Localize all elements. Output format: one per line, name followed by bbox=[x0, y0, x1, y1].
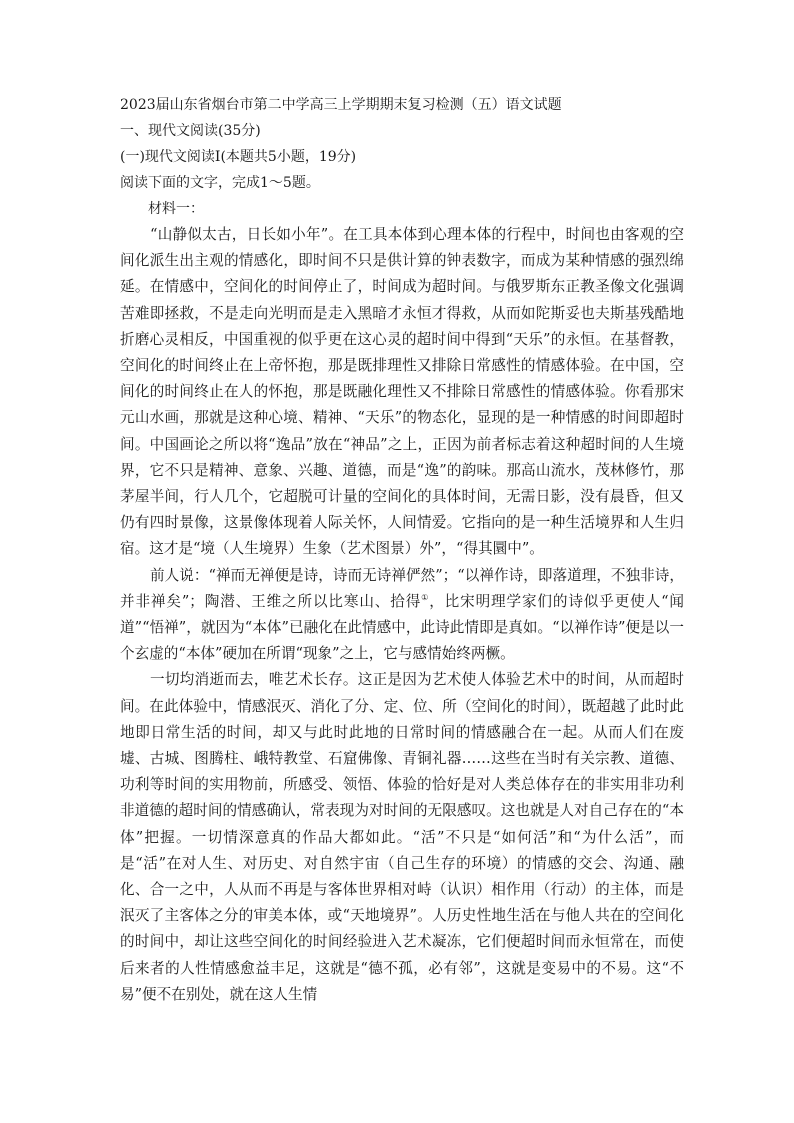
paragraph-3: 一切均消逝而去，唯艺术长存。这正是因为艺术使人体验艺术中的时间，从而超时间。在此体验中，情感泯灭、消化了分、定、位、所（空间化的时间），既超越了此时此地即日常生活的时间，却又与此时此地的日常时间的情感融合在一起。从而人们在废墟、古城、图腾柱、峨特教堂、石窟佛像、青铜礼器……这些在当时有关宗教、道德、功利等时间的实用物前，所感受、领悟、体验的恰好是对人类总体存在的非实用非功利非道德的超时间的情感确认，常表现为对时间的无限感叹。这也就是人对自己存在的“本体”把握。一切情深意真的作品大都如此。“活”不只是“如何活”和“为什么活”，而是“活”在对人生、对历史、对自然宇宙（自己生存的环境）的情感的交会、沟通、融化、合一之中，人从而不再是与客体世界相对峙（认识）相作用（行动）的主体，而是泯灭了主客体之分的审美本体，或“天地境界”。人历史性地生活在与他人共在的空间化的时间中，却让这些空间化的时间经验进入艺术凝冻，它们便超时间而永恒常在，而使后来者的人性情感愈益丰足，这就是“德不孤，必有邻”，这就是变易中的不易。这“不易”便不在别处，就在这人生情 bbox=[120, 671, 684, 1003]
paragraph-2-part-b: ，比宋明理学家们的诗似乎更使人“闻道”“悟禅”，就因为“本体”已融化在此情感中，此诗此情即是真如。“以禅作诗”便是以一个玄虚的“本体”硬加在所谓“现象”之上，它与感情始终两橛。 bbox=[120, 592, 685, 663]
instruction-text: 阅读下面的文字，完成1～5题。 bbox=[120, 175, 320, 191]
section-heading: 一、现代文阅读(35分) bbox=[120, 123, 261, 139]
paragraph-1: “山静似太古，日长如小年”。在工具本体到心理本体的行程中，时间也由客观的空间化派生出主观的情感化，即时间不只是供计算的钟表数字，而成为某种情感的强烈绵延。在情感中，空间化的时间停止了，时间成为超时间。与俄罗斯东正教圣像文化强调苦难即拯救，不是走向光明而是走入黑暗才永恒才得救，从而如陀斯妥也夫斯基残酷地折磨心灵相反，中国重视的似乎更在这心灵的超时间中得到“天乐”的永恒。在基督教，空间化的时间终止在上帝怀抱，那是既排理性又排除日常感性的情感体验。在中国，空间化的时间终止在人的怀抱，那是既融化理性又不排除日常感性的情感体验。你看那宋元山水画，那就是这种心境、精神、“天乐”的物态化，显现的是一种情感的时间即超时间。中国画论之所以将“逸品”放在“神品”之上，正因为前者标志着这种超时间的人生境界，它不只是精神、意象、兴趣、道德，而是“逸”的韵味。那高山流水，茂林修竹，那茅屋半间，行人几个，它超脱可计量的空间化的具体时间，无需日影，没有晨昏，但又仍有四时景像，这景像体现着人际关怀，人间情爱。它指向的是一种生活境界和人生归宿。这才是“境（人生境界）生象（艺术图景）外”，“得其圜中”。 bbox=[120, 226, 684, 558]
footnote-mark: ① bbox=[421, 592, 430, 602]
paragraph-2 bbox=[120, 563, 684, 668]
document-title: 2023届山东省烟台市第二中学高三上学期期末复习检测（五）语文试题 bbox=[120, 97, 562, 113]
material-label: 材料一： bbox=[148, 201, 204, 217]
document-page bbox=[120, 92, 684, 1008]
subsection-heading: (一)现代文阅读Ⅰ(本题共5小题，19分) bbox=[120, 149, 357, 165]
paragraph-2-part-a: 前人说：“禅而无禅便是诗，诗而无诗禅俨然”；“以禅作诗，即落道理，不独非诗，并非禅矣”；陶潜、王维之所以比寒山、拾得 bbox=[120, 566, 684, 610]
